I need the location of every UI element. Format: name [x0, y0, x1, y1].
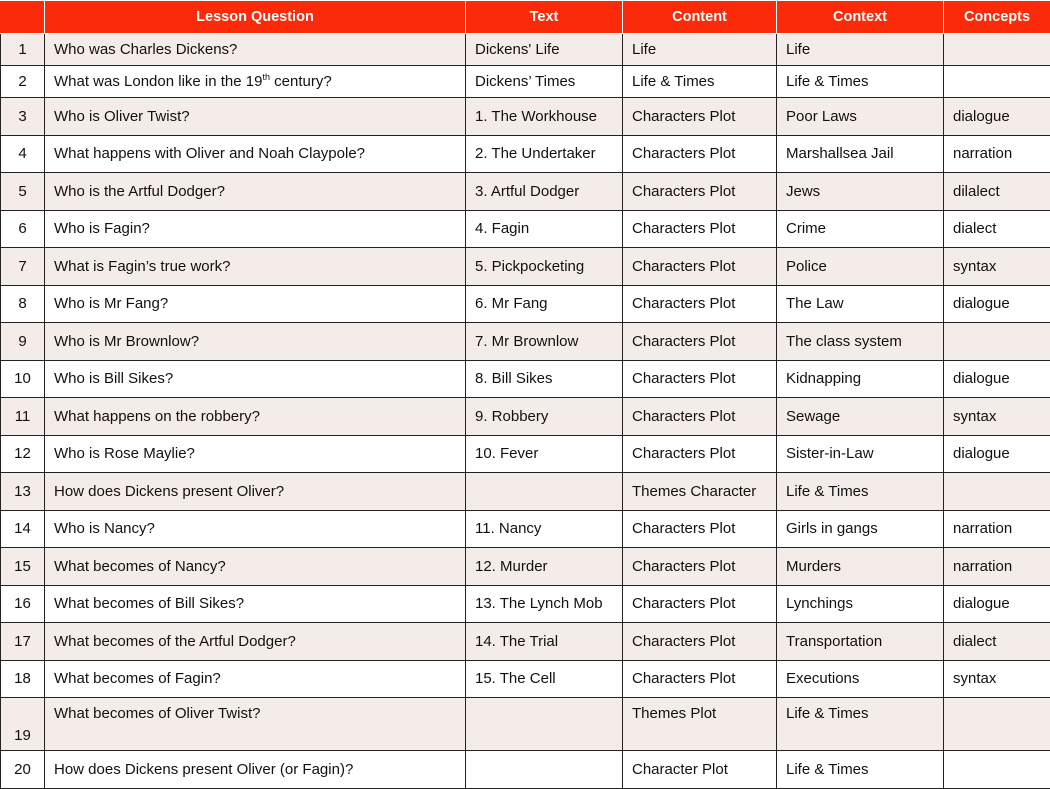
- row-number: 16: [1, 585, 45, 623]
- context-cell: Jews: [777, 173, 944, 211]
- row-number: 3: [1, 98, 45, 136]
- lesson-question-cell: Who is the Artful Dodger?: [45, 173, 466, 211]
- header-lesson-question: Lesson Question: [45, 1, 466, 34]
- lesson-question-cell: Who is Fagin?: [45, 210, 466, 248]
- text-cell: 4. Fagin: [466, 210, 623, 248]
- concepts-cell: [944, 751, 1050, 789]
- lesson-question-cell: What becomes of Bill Sikes?: [45, 585, 466, 623]
- context-cell: Crime: [777, 210, 944, 248]
- context-cell: Life & Times: [777, 698, 944, 751]
- row-number: 10: [1, 360, 45, 398]
- lesson-question-cell: What becomes of the Artful Dodger?: [45, 623, 466, 661]
- concepts-cell: dialect: [944, 623, 1050, 661]
- concepts-cell: syntax: [944, 398, 1050, 436]
- table-row: [1, 285, 1050, 323]
- lesson-question-cell: What becomes of Oliver Twist?: [45, 698, 466, 751]
- row-number: 11: [1, 398, 45, 436]
- ordinal-suffix: th: [262, 72, 270, 82]
- content-cell: Themes Plot: [623, 698, 777, 751]
- table-row: [1, 135, 1050, 173]
- concepts-cell: dilalect: [944, 173, 1050, 211]
- context-cell: Kidnapping: [777, 360, 944, 398]
- content-cell: Characters Plot: [623, 660, 777, 698]
- table-row: [1, 473, 1050, 511]
- concepts-cell: narration: [944, 548, 1050, 586]
- lesson-question-cell: What happens with Oliver and Noah Claypole?: [45, 135, 466, 173]
- text-cell: [466, 473, 623, 511]
- context-cell: Life & Times: [777, 66, 944, 98]
- text-cell: 7. Mr Brownlow: [466, 323, 623, 361]
- text-cell: 12. Murder: [466, 548, 623, 586]
- context-cell: Poor Laws: [777, 98, 944, 136]
- concepts-cell: [944, 473, 1050, 511]
- table-row: [1, 323, 1050, 361]
- row-number: 1: [1, 34, 45, 66]
- text-cell: 9. Robbery: [466, 398, 623, 436]
- context-cell: The class system: [777, 323, 944, 361]
- text-cell: 1. The Workhouse: [466, 98, 623, 136]
- text-cell: 10. Fever: [466, 435, 623, 473]
- content-cell: Characters Plot: [623, 398, 777, 436]
- lesson-question-cell: [45, 66, 466, 98]
- content-cell: Characters Plot: [623, 623, 777, 661]
- table-row: [1, 66, 1050, 98]
- content-cell: Characters Plot: [623, 285, 777, 323]
- lesson-question-cell: Who is Nancy?: [45, 510, 466, 548]
- text-cell: 3. Artful Dodger: [466, 173, 623, 211]
- context-cell: Sister-in-Law: [777, 435, 944, 473]
- context-cell: The Law: [777, 285, 944, 323]
- content-cell: Characters Plot: [623, 360, 777, 398]
- content-cell: Characters Plot: [623, 548, 777, 586]
- context-cell: Murders: [777, 548, 944, 586]
- concepts-cell: syntax: [944, 248, 1050, 286]
- content-cell: Characters Plot: [623, 135, 777, 173]
- table-row: [1, 585, 1050, 623]
- text-cell: 8. Bill Sikes: [466, 360, 623, 398]
- header-number: [1, 1, 45, 34]
- concepts-cell: dialogue: [944, 360, 1050, 398]
- lesson-question-cell: Who is Bill Sikes?: [45, 360, 466, 398]
- lesson-question-cell: What happens on the robbery?: [45, 398, 466, 436]
- header-content: Content: [623, 1, 777, 34]
- content-cell: Characters Plot: [623, 510, 777, 548]
- table-row: [1, 248, 1050, 286]
- content-cell: Characters Plot: [623, 323, 777, 361]
- content-cell: Characters Plot: [623, 210, 777, 248]
- lesson-question-cell: What is Fagin’s true work?: [45, 248, 466, 286]
- lesson-question-cell: Who was Charles Dickens?: [45, 34, 466, 66]
- row-number: 18: [1, 660, 45, 698]
- concepts-cell: [944, 323, 1050, 361]
- table-row: [1, 98, 1050, 136]
- content-cell: Characters Plot: [623, 98, 777, 136]
- context-cell: Marshallsea Jail: [777, 135, 944, 173]
- context-cell: Life & Times: [777, 751, 944, 789]
- table-row: [1, 360, 1050, 398]
- question-text: What was London like in the 19: [54, 73, 262, 90]
- concepts-cell: [944, 698, 1050, 751]
- row-number: 6: [1, 210, 45, 248]
- row-number: 14: [1, 510, 45, 548]
- context-cell: Police: [777, 248, 944, 286]
- table-row: [1, 173, 1050, 211]
- concepts-cell: narration: [944, 135, 1050, 173]
- text-cell: Dickens' Life: [466, 34, 623, 66]
- lesson-question-cell: How does Dickens present Oliver (or Fagin)?: [45, 751, 466, 789]
- question-text-end: century?: [270, 73, 332, 90]
- lesson-question-cell: How does Dickens present Oliver?: [45, 473, 466, 511]
- lesson-question-cell: What becomes of Nancy?: [45, 548, 466, 586]
- table-row: [1, 210, 1050, 248]
- text-cell: 13. The Lynch Mob: [466, 585, 623, 623]
- row-number: 2: [1, 66, 45, 98]
- concepts-cell: [944, 34, 1050, 66]
- table-row: [1, 435, 1050, 473]
- lesson-question-cell: Who is Rose Maylie?: [45, 435, 466, 473]
- content-cell: Characters Plot: [623, 248, 777, 286]
- table-row: [1, 751, 1050, 789]
- header-context: Context: [777, 1, 944, 34]
- text-cell: [466, 751, 623, 789]
- table-row: [1, 660, 1050, 698]
- concepts-cell: dialogue: [944, 585, 1050, 623]
- concepts-cell: dialogue: [944, 435, 1050, 473]
- text-cell: 11. Nancy: [466, 510, 623, 548]
- concepts-cell: syntax: [944, 660, 1050, 698]
- row-number: 13: [1, 473, 45, 511]
- header-concepts: Concepts: [944, 1, 1050, 34]
- row-number: 5: [1, 173, 45, 211]
- context-cell: Sewage: [777, 398, 944, 436]
- header-text: Text: [466, 1, 623, 34]
- table-row: [1, 698, 1050, 751]
- context-cell: Life: [777, 34, 944, 66]
- row-number: 20: [1, 751, 45, 789]
- text-cell: [466, 698, 623, 751]
- header-row: [1, 1, 1050, 34]
- context-cell: Girls in gangs: [777, 510, 944, 548]
- text-cell: Dickens’ Times: [466, 66, 623, 98]
- row-number: 19: [1, 698, 45, 751]
- table-row: [1, 510, 1050, 548]
- lesson-question-cell: Who is Mr Fang?: [45, 285, 466, 323]
- table-row: [1, 548, 1050, 586]
- content-cell: Themes Character: [623, 473, 777, 511]
- row-number: 8: [1, 285, 45, 323]
- row-number: 17: [1, 623, 45, 661]
- content-cell: Life & Times: [623, 66, 777, 98]
- row-number: 12: [1, 435, 45, 473]
- table-row: [1, 34, 1050, 66]
- concepts-cell: [944, 66, 1050, 98]
- text-cell: 2. The Undertaker: [466, 135, 623, 173]
- lesson-question-cell: Who is Oliver Twist?: [45, 98, 466, 136]
- concepts-cell: dialogue: [944, 98, 1050, 136]
- table-row: [1, 398, 1050, 436]
- row-number: 4: [1, 135, 45, 173]
- content-cell: Characters Plot: [623, 173, 777, 211]
- lesson-question-cell: Who is Mr Brownlow?: [45, 323, 466, 361]
- content-cell: Characters Plot: [623, 585, 777, 623]
- content-cell: Characters Plot: [623, 435, 777, 473]
- concepts-cell: dialect: [944, 210, 1050, 248]
- content-cell: Life: [623, 34, 777, 66]
- context-cell: Transportation: [777, 623, 944, 661]
- text-cell: 6. Mr Fang: [466, 285, 623, 323]
- row-number: 9: [1, 323, 45, 361]
- content-cell: Character Plot: [623, 751, 777, 789]
- concepts-cell: narration: [944, 510, 1050, 548]
- context-cell: Life & Times: [777, 473, 944, 511]
- context-cell: Executions: [777, 660, 944, 698]
- lesson-question-cell: What becomes of Fagin?: [45, 660, 466, 698]
- row-number: 7: [1, 248, 45, 286]
- table-row: [1, 623, 1050, 661]
- text-cell: 5. Pickpocketing: [466, 248, 623, 286]
- text-cell: 14. The Trial: [466, 623, 623, 661]
- context-cell: Lynchings: [777, 585, 944, 623]
- row-number: 15: [1, 548, 45, 586]
- text-cell: 15. The Cell: [466, 660, 623, 698]
- concepts-cell: dialogue: [944, 285, 1050, 323]
